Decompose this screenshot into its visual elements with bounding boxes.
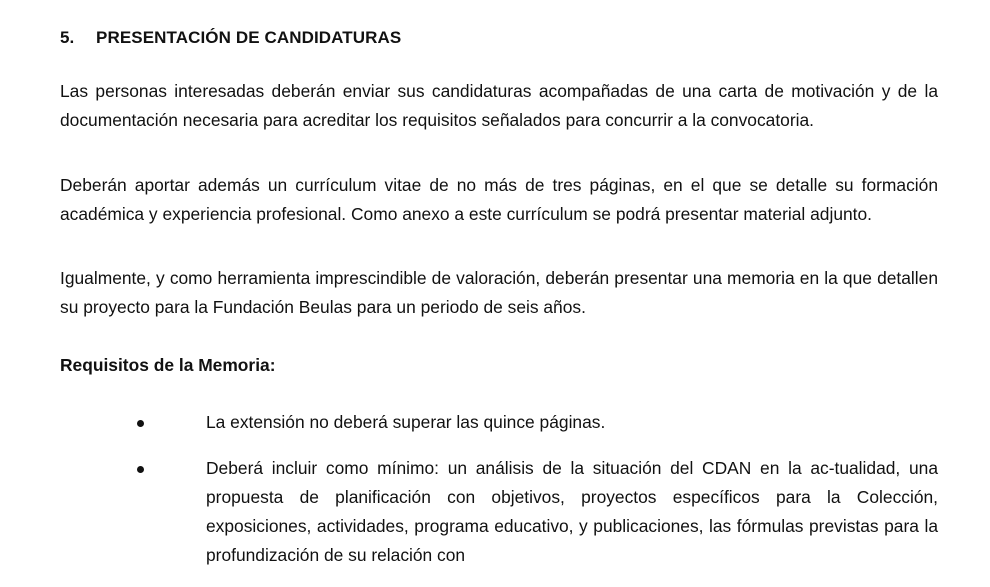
bullet-icon (137, 420, 144, 427)
paragraph-memoria: Igualmente, y como herramienta imprescindible de valoración, deberán presentar una memoria en la que detallen su proyecto para la Fundación Beulas para un periodo de seis años. (60, 268, 938, 317)
paragraph-application: Las personas interesadas deberán enviar sus candidaturas acompañadas de una carta de motivación y de la documentación necesaria para acreditar los requisitos señalados para concurrir a la convocatoria. (60, 81, 938, 130)
requirements-list (0, 408, 990, 587)
section-number: 5. (60, 28, 75, 47)
paragraph-curriculum: Deberán aportar además un currículum vitae de no más de tres páginas, en el que se detalle su formación académica y experiencia profesional. Como anexo a este currículum se podrá presentar material adjunto. (60, 175, 938, 224)
list-item (0, 454, 990, 570)
list-item (0, 408, 990, 437)
list-item-text: La extensión no deberá superar las quince páginas. (206, 412, 606, 432)
section-title: PRESENTACIÓN DE CANDIDATURAS (96, 28, 402, 47)
bullet-icon (137, 466, 144, 473)
list-item-text: Deberá incluir como mínimo: un análisis de la situación del CDAN en la ac-tualidad, una propuesta de planificación con objetivos, proyectos específicos para la Colección, exposiciones, actividades, programa educativo, y publicaciones, las fórmulas previstas para la profundización de su relación con (206, 458, 938, 565)
requirements-heading: Requisitos de la Memoria: (60, 355, 276, 375)
section-heading (60, 28, 401, 48)
